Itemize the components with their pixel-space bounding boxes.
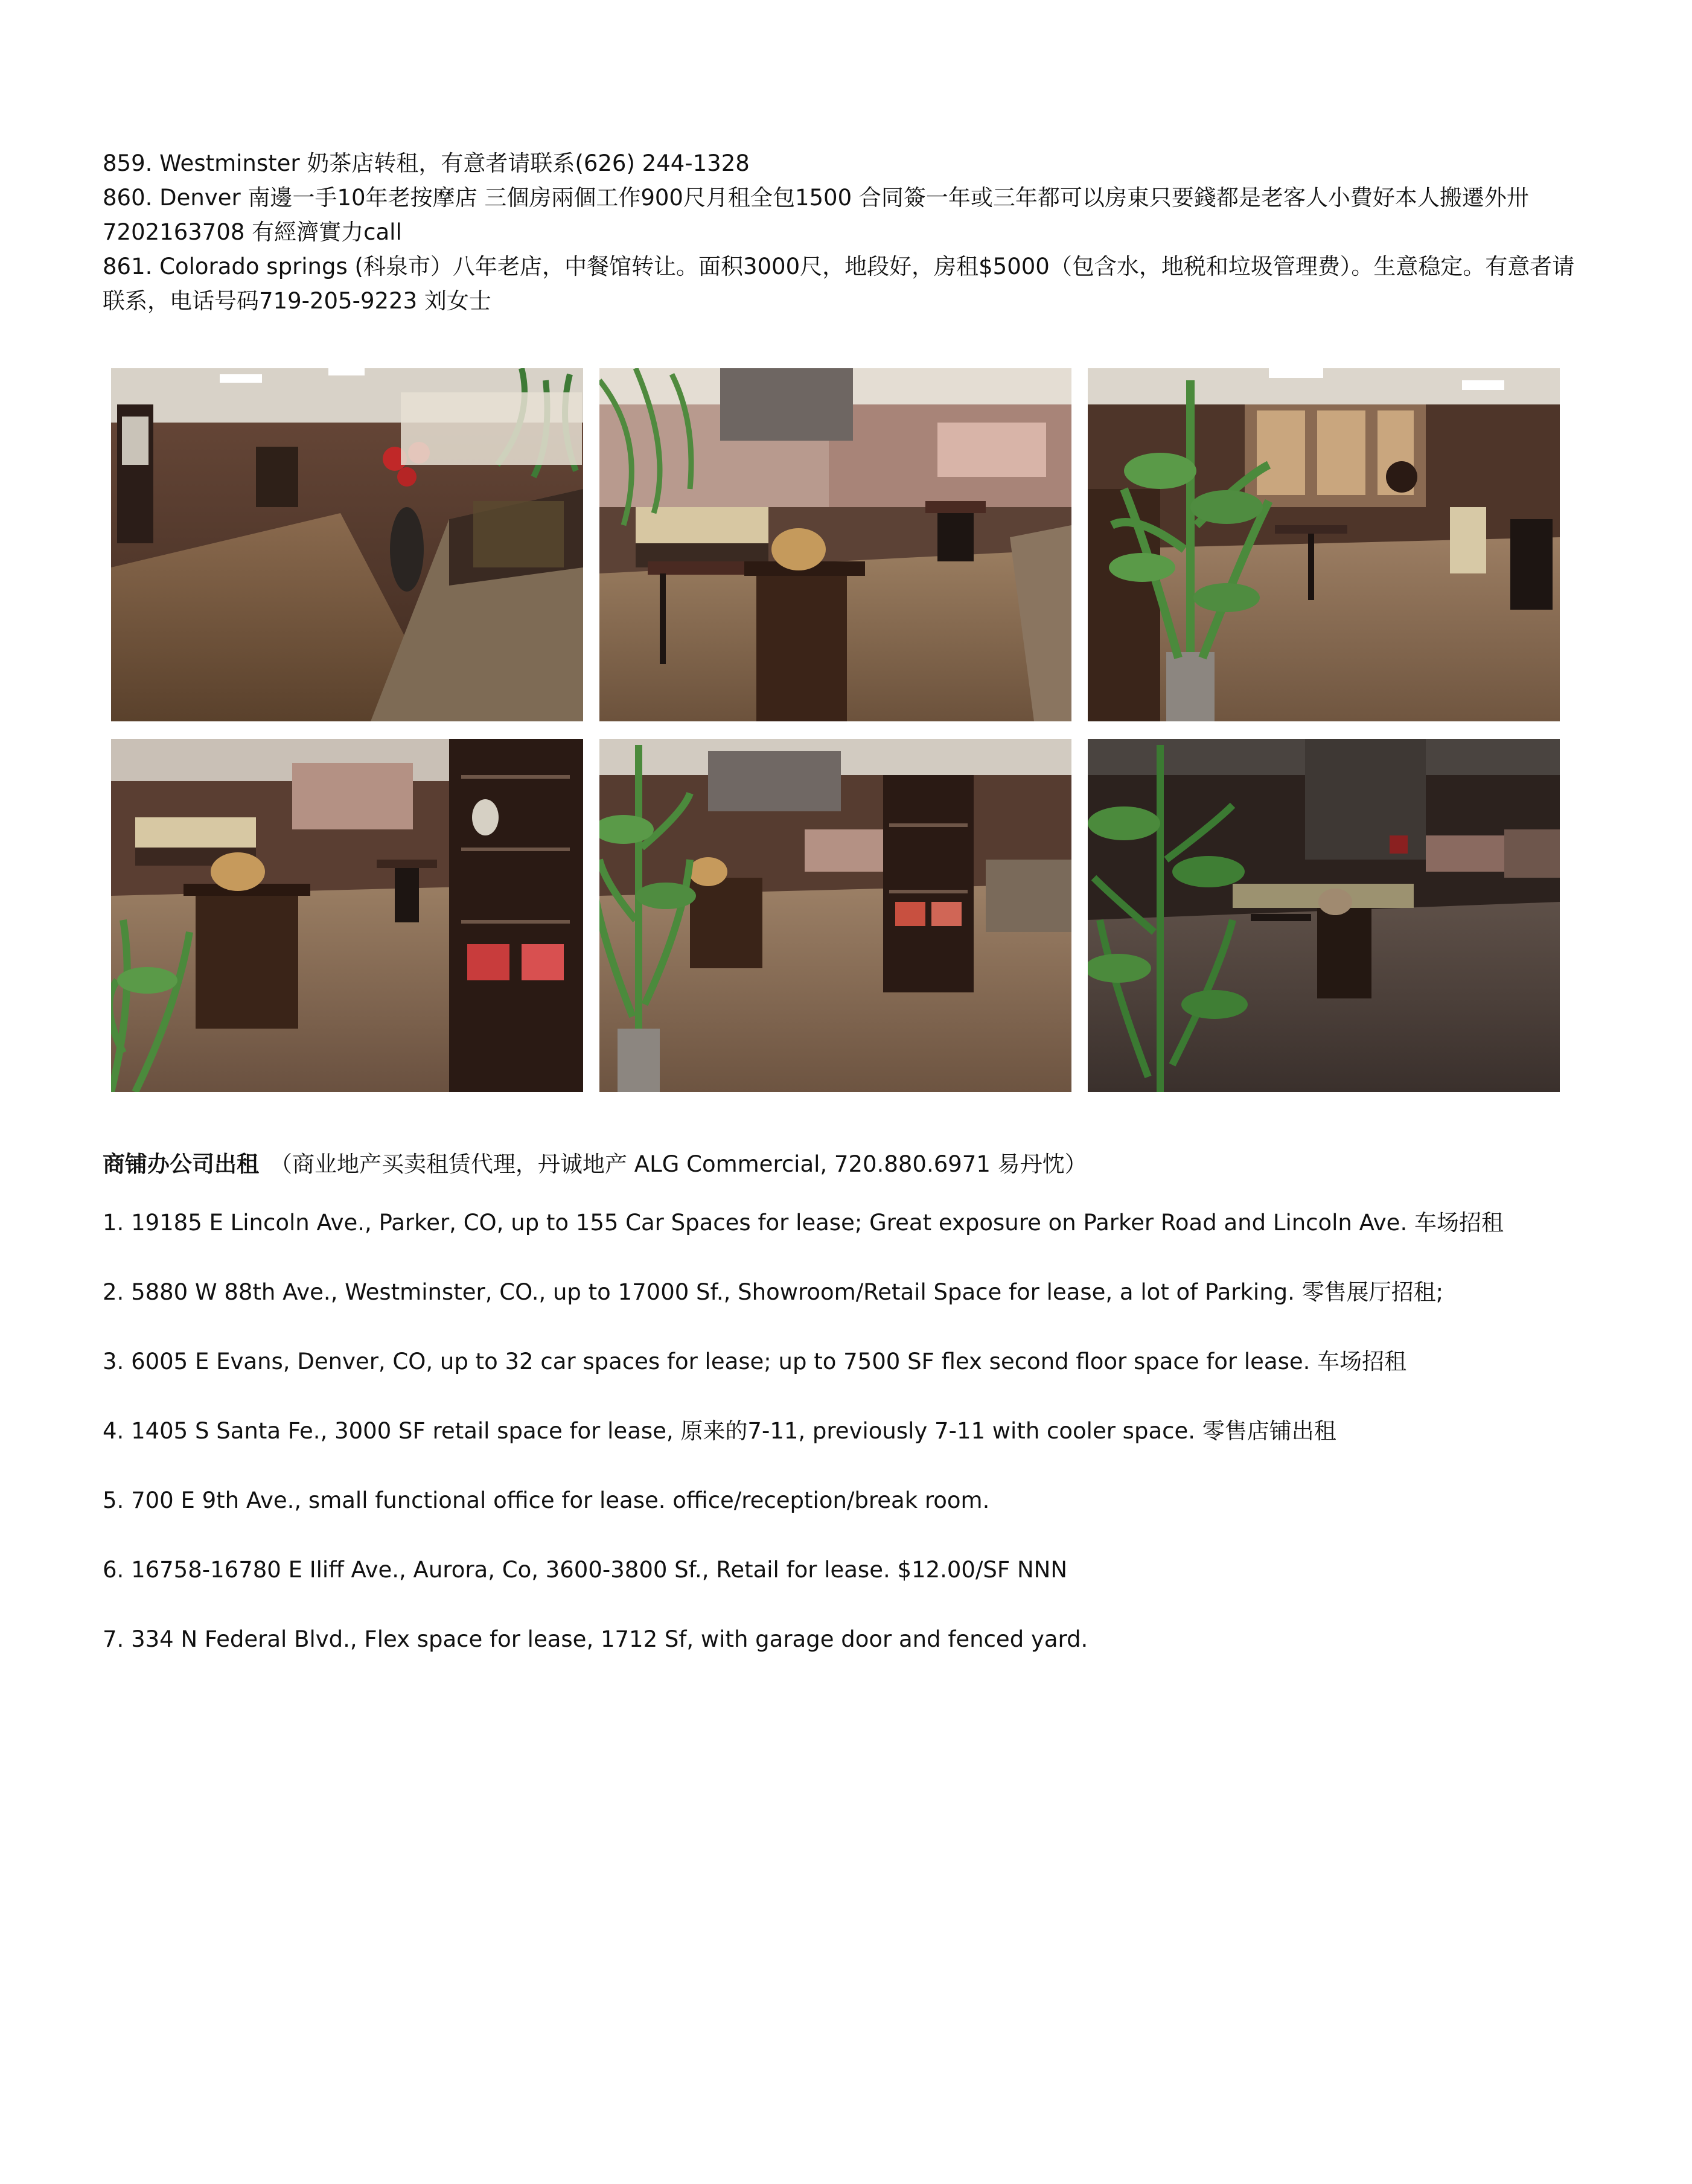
property-3: 3. 6005 E Evans, Denver, CO, up to 32 car spaces for lease; up to 7500 SF flex second floor space for lease. 车场招租 [103, 1349, 1407, 1375]
restaurant-photo-3 [1088, 368, 1560, 721]
restaurant-photo-gallery [111, 368, 1560, 1093]
property-4: 4. 1405 S Santa Fe., 3000 SF retail space for lease, 原来的7-11, previously 7-11 with cooler space. 零售店铺出租 [103, 1418, 1336, 1444]
listing-860: 860. Denver 南邊一手10年老按摩店 三個房兩個工作900尺月租全包1500 合同簽一年或三年都可以房東只要錢都是老客人小費好本人搬遷外卅 7202163708 有經濟實力call [103, 185, 1529, 245]
commercial-header [103, 1147, 1594, 1181]
restaurant-photo-1 [111, 368, 583, 721]
restaurant-photo-4 [111, 739, 583, 1092]
restaurant-photo-5 [599, 739, 1071, 1092]
listing-859: 859. Westminster 奶茶店转租，有意者请联系(626) 244-1328 [103, 150, 750, 176]
commercial-lease-section [103, 1147, 1594, 1691]
property-1: 1. 19185 E Lincoln Ave., Parker, CO, up to 155 Car Spaces for lease; Great exposure on Parker Road and Lincoln Ave. 车场招租 [103, 1210, 1504, 1236]
property-5: 5. 700 E 9th Ave., small functional office for lease. office/reception/break room. [103, 1487, 990, 1513]
listing-861: 861. Colorado springs (科泉市）八年老店，中餐馆转让。面积3000尺，地段好，房租$5000（包含水，地税和垃圾管理费）。生意稳定。有意者请联系，电话号码719-205-9223 刘女士 [103, 254, 1575, 314]
restaurant-photo-2 [599, 368, 1071, 721]
property-7: 7. 334 N Federal Blvd., Flex space for lease, 1712 Sf, with garage door and fenced yard. [103, 1626, 1088, 1652]
listings-section [103, 146, 1594, 318]
restaurant-photo-6 [1088, 739, 1560, 1092]
commercial-title: 商铺办公司出租 [103, 1151, 259, 1177]
commercial-agent-info: （商业地产买卖租赁代理，丹诚地产 ALG Commercial, 720.880.6971 易丹忱） [270, 1151, 1087, 1177]
property-2: 2. 5880 W 88th Ave., Westminster, CO., up to 17000 Sf., Showroom/Retail Space for lease, a lot of Parking. 零售展厅招租; [103, 1279, 1444, 1305]
property-6: 6. 16758-16780 E Iliff Ave., Aurora, Co, 3600-3800 Sf., Retail for lease. $12.00/SF NNN [103, 1557, 1067, 1583]
